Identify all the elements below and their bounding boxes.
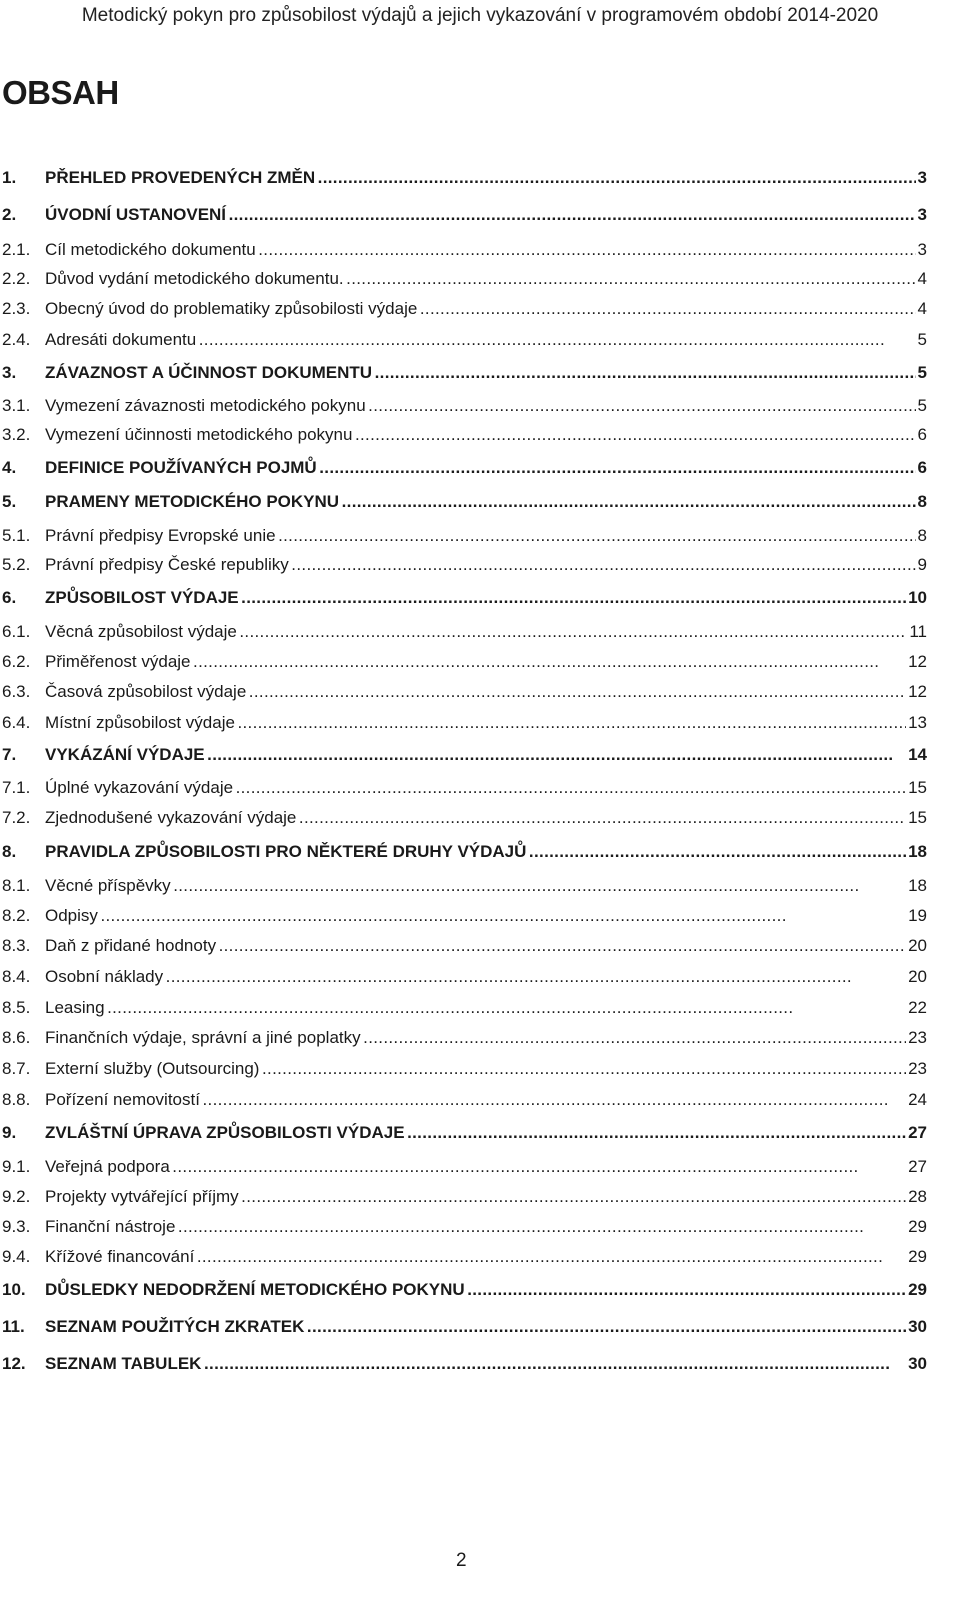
toc-entry[interactable] <box>0 1056 960 1082</box>
toc-entry-number: 6.3. <box>2 682 31 701</box>
toc-entry-number: 9.2. <box>2 1187 31 1206</box>
toc-entry[interactable] <box>0 266 960 292</box>
toc-entry-page: 3 <box>916 165 927 191</box>
toc-entry-page: 27 <box>906 1120 927 1146</box>
toc-entry-page: 23 <box>906 1025 927 1051</box>
toc-entry-label: PRAVIDLA ZPŮSOBILOSTI PRO NĚKTERÉ DRUHY VÝDAJŮ . . . <box>45 839 926 865</box>
toc-entry-page: 22 <box>906 995 927 1021</box>
toc-entry-label: Křížové financování . . . <box>45 1244 926 1270</box>
toc-entry-number: 2. <box>2 205 17 224</box>
toc-entry-page: 19 <box>906 903 927 929</box>
toc-entry-page: 10 <box>906 585 927 611</box>
toc-entry-number: 2.1. <box>2 240 31 259</box>
toc-entry[interactable] <box>0 1277 960 1303</box>
toc-entry[interactable] <box>0 710 960 736</box>
toc-entry[interactable] <box>0 873 960 899</box>
toc-entry-number: 2.4. <box>2 330 31 349</box>
toc-entry-page: 30 <box>906 1314 927 1340</box>
toc-entry-label: Adresáti dokumentu . . . <box>45 327 926 353</box>
toc-entry-label: ZVLÁŠTNÍ ÚPRAVA ZPŮSOBILOSTI VÝDAJE . . . <box>45 1120 926 1146</box>
toc-entry-label: Věcné příspěvky . . . <box>45 873 926 899</box>
toc-entry[interactable] <box>0 422 960 448</box>
toc-entry-page: 9 <box>916 552 927 578</box>
toc-entry[interactable] <box>0 552 960 578</box>
toc-entry-label: Pořízení nemovitostí . . . <box>45 1087 926 1113</box>
toc-entry-page: 29 <box>906 1277 927 1303</box>
toc-entry-number: 9.4. <box>2 1247 31 1266</box>
toc-entry-label: Externí služby (Outsourcing) . . . <box>45 1056 926 1082</box>
toc-entry-label: VYKÁZÁNÍ VÝDAJE . . . <box>45 742 926 768</box>
toc-entry-number: 8. <box>2 842 17 861</box>
toc-entry[interactable] <box>0 1087 960 1113</box>
toc-entry-label: SEZNAM POUŽITÝCH ZKRATEK . . . <box>45 1314 926 1340</box>
toc-entry-number: 3.2. <box>2 425 31 444</box>
toc-entry[interactable] <box>0 202 960 228</box>
toc-entry-label: Právní předpisy Evropské unie . . . <box>45 523 926 549</box>
toc-entry-label: PRAMENY METODICKÉHO POKYNU . . . <box>45 489 926 515</box>
toc-entry-label: Úplné vykazování výdaje . . . <box>45 775 926 801</box>
toc-entry-label: Daň z přidané hodnoty . . . <box>45 933 926 959</box>
toc-entry-page: 3 <box>916 237 927 263</box>
toc-entry-label: Finanční nástroje . . . <box>45 1214 926 1240</box>
toc-entry-label: Finančních výdaje, správní a jiné poplatky . . . <box>45 1025 926 1051</box>
toc-entry-page: 6 <box>916 455 927 481</box>
toc-entry-page: 23 <box>906 1056 927 1082</box>
toc-entry[interactable] <box>0 995 960 1021</box>
toc-entry[interactable] <box>0 649 960 675</box>
toc-entry-page: 14 <box>906 742 927 768</box>
toc-entry-label: ÚVODNÍ USTANOVENÍ . . . <box>45 202 926 228</box>
toc-entry-label: Osobní náklady . . . <box>45 964 926 990</box>
toc-entry[interactable] <box>0 523 960 549</box>
toc-entry-label: Cíl metodického dokumentu . . . <box>45 237 926 263</box>
toc-entry-page: 8 <box>916 489 927 515</box>
toc-entry-page: 11 <box>907 619 927 645</box>
toc-entry-number: 9.3. <box>2 1217 31 1236</box>
toc-entry-number: 5.2. <box>2 555 31 574</box>
toc-entry[interactable] <box>0 1120 960 1146</box>
toc-entry-label: Místní způsobilost výdaje . . . <box>45 710 926 736</box>
toc-entry-page: 18 <box>906 839 927 865</box>
toc-entry-label: Veřejná podpora . . . <box>45 1154 926 1180</box>
toc-entry-number: 8.1. <box>2 876 31 895</box>
toc-entry-number: 8.5. <box>2 998 31 1017</box>
toc-entry-number: 7.2. <box>2 808 31 827</box>
toc-entry-label: Přiměřenost výdaje . . . <box>45 649 926 675</box>
toc-entry-number: 6.1. <box>2 622 31 641</box>
toc-entry[interactable] <box>0 1244 960 1270</box>
toc-entry-page: 15 <box>906 775 927 801</box>
toc-entry-page: 20 <box>906 964 927 990</box>
toc-entry-page: 13 <box>906 710 927 736</box>
toc-entry-number: 9.1. <box>2 1157 31 1176</box>
toc-entry-label: PŘEHLED PROVEDENÝCH ZMĚN . . . <box>45 165 926 191</box>
toc-entry-number: 8.4. <box>2 967 31 986</box>
toc-entry-label: Zjednodušené vykazování výdaje . . . <box>45 805 926 831</box>
toc-entry-number: 3.1. <box>2 396 31 415</box>
toc-entry[interactable] <box>0 903 960 929</box>
toc-entry[interactable] <box>0 296 960 322</box>
toc-entry-label: DEFINICE POUŽÍVANÝCH POJMŮ . . . <box>45 455 926 481</box>
toc-entry-number: 9. <box>2 1123 17 1142</box>
toc-entry-number: 5. <box>2 492 17 511</box>
toc-entry-label: Obecný úvod do problematiky způsobilosti výdaje . . . <box>45 296 926 322</box>
toc-entry-page: 6 <box>916 422 927 448</box>
toc-entry-number: 4. <box>2 458 17 477</box>
toc-entry-label: Věcná způsobilost výdaje . . . <box>45 619 926 645</box>
toc-entry[interactable] <box>0 619 960 645</box>
toc-entry-label: Leasing . . . <box>45 995 926 1021</box>
toc-entry[interactable] <box>0 393 960 419</box>
toc-entry[interactable] <box>0 1154 960 1180</box>
toc-entry-number: 2.2. <box>2 269 31 288</box>
toc-entry-label: DŮSLEDKY NEDODRŽENÍ METODICKÉHO POKYNU . . . <box>45 1277 926 1303</box>
toc-entry[interactable] <box>0 1214 960 1240</box>
toc-entry[interactable] <box>0 1314 960 1340</box>
toc-entry-page: 12 <box>906 649 927 675</box>
toc-entry-number: 8.3. <box>2 936 31 955</box>
toc-entry-number: 8.2. <box>2 906 31 925</box>
toc-entry-number: 5.1. <box>2 526 31 545</box>
toc-entry-number: 8.6. <box>2 1028 31 1047</box>
toc-entry[interactable] <box>0 679 960 705</box>
toc-entry-page: 5 <box>916 393 927 419</box>
toc-entry-number: 12. <box>2 1354 26 1373</box>
toc-entry-page: 4 <box>916 296 927 322</box>
toc-entry-number: 6.2. <box>2 652 31 671</box>
toc-entry-label: Právní předpisy České republiky . . . <box>45 552 926 578</box>
toc-entry-page: 12 <box>906 679 927 705</box>
toc-entry[interactable] <box>0 237 960 263</box>
toc-entry-page: 3 <box>916 202 927 228</box>
toc-entry-label: ZÁVAZNOST A ÚČINNOST DOKUMENTU . . . <box>45 360 926 386</box>
toc-entry-page: 29 <box>906 1214 927 1240</box>
toc-entry[interactable] <box>0 360 960 386</box>
toc-entry-number: 3. <box>2 363 17 382</box>
toc-entry-page: 20 <box>906 933 927 959</box>
toc-entry-label: Časová způsobilost výdaje . . . <box>45 679 926 705</box>
toc-entry-label: Vymezení závaznosti metodického pokynu . . . <box>45 393 926 419</box>
toc-entry-number: 10. <box>2 1280 26 1299</box>
toc-entry-page: 8 <box>916 523 927 549</box>
toc-entry[interactable] <box>0 839 960 865</box>
toc-entry[interactable] <box>0 1184 960 1210</box>
running-header: Metodický pokyn pro způsobilost výdajů a jejich vykazování v programovém období 2014-2020 <box>81 5 879 26</box>
toc-entry-page: 5 <box>916 327 927 353</box>
toc-entry[interactable] <box>0 933 960 959</box>
toc-entry-number: 7.1. <box>2 778 31 797</box>
toc-entry[interactable] <box>0 585 960 611</box>
toc-entry-number: 11. <box>2 1317 25 1336</box>
toc-entry-label: Projekty vytvářející příjmy . . . <box>45 1184 926 1210</box>
toc-entry-page: 28 <box>906 1184 927 1210</box>
toc-entry[interactable] <box>0 742 960 768</box>
toc-entry-label: ZPŮSOBILOST VÝDAJE . . . <box>45 585 926 611</box>
toc-entry-page: 30 <box>906 1351 927 1377</box>
toc-entry-number: 6. <box>2 588 17 607</box>
toc-entry[interactable] <box>0 775 960 801</box>
toc-entry[interactable] <box>0 165 960 191</box>
toc-entry[interactable] <box>0 455 960 481</box>
toc-entry-page: 18 <box>906 873 927 899</box>
toc-entry-page: 5 <box>916 360 927 386</box>
toc-entry-number: 7. <box>2 745 17 764</box>
toc-title: OBSAH <box>2 74 119 111</box>
toc-entry-number: 2.3. <box>2 299 31 318</box>
toc-entry-label: Důvod vydání metodického dokumentu. . . . <box>45 266 926 292</box>
toc-entry[interactable] <box>0 964 960 990</box>
toc-entry-number: 1. <box>2 168 17 187</box>
page-number: 2 <box>456 1550 467 1571</box>
toc-entry-page: 4 <box>916 266 927 292</box>
toc-entry-number: 6.4. <box>2 713 31 732</box>
toc-entry-page: 24 <box>906 1087 927 1113</box>
toc-entry-number: 8.7. <box>2 1059 31 1078</box>
toc-entry-page: 15 <box>906 805 927 831</box>
toc-entry[interactable] <box>0 1351 960 1377</box>
toc-entry-label: Odpisy . . . <box>45 903 926 929</box>
toc-entry[interactable] <box>0 1025 960 1051</box>
toc-entry-page: 29 <box>906 1244 927 1270</box>
toc-entry-page: 27 <box>906 1154 927 1180</box>
toc-entry[interactable] <box>0 327 960 353</box>
toc-entry[interactable] <box>0 489 960 515</box>
toc-entry-label: Vymezení účinnosti metodického pokynu . . . <box>45 422 926 448</box>
toc-entry[interactable] <box>0 805 960 831</box>
toc-entry-number: 8.8. <box>2 1090 31 1109</box>
toc-entry-label: SEZNAM TABULEK . . . <box>45 1351 926 1377</box>
